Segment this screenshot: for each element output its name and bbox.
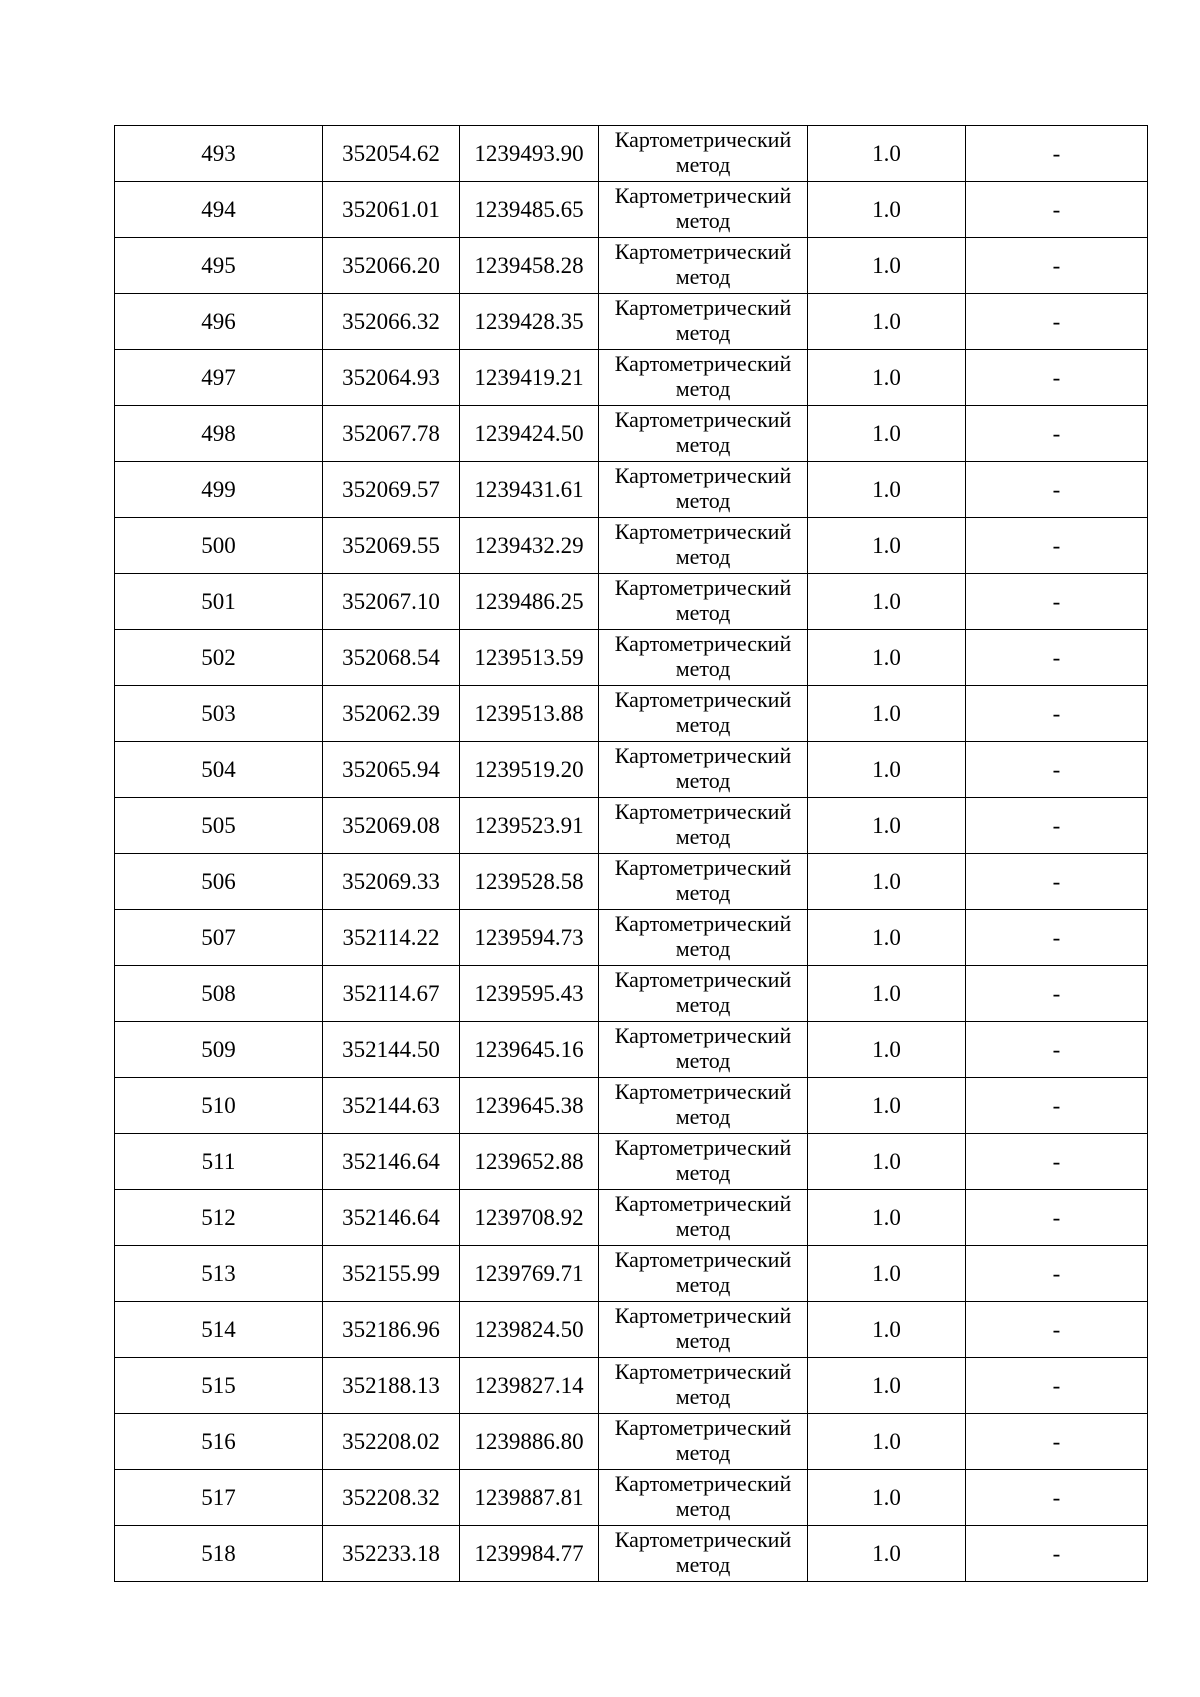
note-cell: - bbox=[966, 406, 1148, 462]
table-row bbox=[115, 350, 1148, 406]
x-coordinate-cell: 352155.99 bbox=[323, 1246, 460, 1302]
method-line-1: Картометрический bbox=[614, 1359, 792, 1384]
method-line-2: метод bbox=[675, 1328, 731, 1353]
note-cell: - bbox=[966, 126, 1148, 182]
coordinates-table-container bbox=[114, 125, 1147, 1582]
method-cell bbox=[599, 910, 808, 966]
y-coordinate-cell: 1239645.16 bbox=[460, 1022, 599, 1078]
y-coordinate-cell: 1239519.20 bbox=[460, 742, 599, 798]
method-cell bbox=[599, 518, 808, 574]
method-line-1: Картометрический bbox=[614, 1303, 792, 1328]
precision-cell: 1.0 bbox=[808, 238, 966, 294]
method-line-2: метод bbox=[675, 1272, 731, 1297]
y-coordinate-cell: 1239595.43 bbox=[460, 966, 599, 1022]
table-body bbox=[115, 126, 1148, 1582]
y-coordinate-cell: 1239428.35 bbox=[460, 294, 599, 350]
x-coordinate-cell: 352114.22 bbox=[323, 910, 460, 966]
note-cell: - bbox=[966, 742, 1148, 798]
point-number-cell: 513 bbox=[115, 1246, 323, 1302]
method-cell bbox=[599, 1302, 808, 1358]
method-line-1: Картометрический bbox=[614, 407, 792, 432]
note-cell: - bbox=[966, 1358, 1148, 1414]
method-line-1: Картометрический bbox=[614, 1023, 792, 1048]
note-cell: - bbox=[966, 294, 1148, 350]
point-number-cell: 493 bbox=[115, 126, 323, 182]
y-coordinate-cell: 1239594.73 bbox=[460, 910, 599, 966]
method-line-1: Картометрический bbox=[614, 127, 792, 152]
y-coordinate-cell: 1239769.71 bbox=[460, 1246, 599, 1302]
note-cell: - bbox=[966, 350, 1148, 406]
table-row bbox=[115, 126, 1148, 182]
method-line-2: метод bbox=[675, 824, 731, 849]
note-cell: - bbox=[966, 182, 1148, 238]
method-line-1: Картометрический bbox=[614, 1135, 792, 1160]
note-cell: - bbox=[966, 1302, 1148, 1358]
table-row bbox=[115, 854, 1148, 910]
precision-cell: 1.0 bbox=[808, 742, 966, 798]
precision-cell: 1.0 bbox=[808, 406, 966, 462]
method-line-2: метод bbox=[675, 376, 731, 401]
method-line-2: метод bbox=[675, 152, 731, 177]
table-row bbox=[115, 798, 1148, 854]
note-cell: - bbox=[966, 238, 1148, 294]
point-number-cell: 498 bbox=[115, 406, 323, 462]
y-coordinate-cell: 1239645.38 bbox=[460, 1078, 599, 1134]
point-number-cell: 509 bbox=[115, 1022, 323, 1078]
note-cell: - bbox=[966, 798, 1148, 854]
method-line-1: Картометрический bbox=[614, 687, 792, 712]
precision-cell: 1.0 bbox=[808, 798, 966, 854]
x-coordinate-cell: 352186.96 bbox=[323, 1302, 460, 1358]
point-number-cell: 510 bbox=[115, 1078, 323, 1134]
precision-cell: 1.0 bbox=[808, 462, 966, 518]
precision-cell: 1.0 bbox=[808, 350, 966, 406]
y-coordinate-cell: 1239523.91 bbox=[460, 798, 599, 854]
method-line-2: метод bbox=[675, 712, 731, 737]
precision-cell: 1.0 bbox=[808, 294, 966, 350]
table-row bbox=[115, 1134, 1148, 1190]
point-number-cell: 506 bbox=[115, 854, 323, 910]
table-row bbox=[115, 1302, 1148, 1358]
table-row bbox=[115, 406, 1148, 462]
table-row bbox=[115, 462, 1148, 518]
precision-cell: 1.0 bbox=[808, 1246, 966, 1302]
point-number-cell: 504 bbox=[115, 742, 323, 798]
method-line-1: Картометрический bbox=[614, 743, 792, 768]
method-line-1: Картометрический bbox=[614, 967, 792, 992]
point-number-cell: 499 bbox=[115, 462, 323, 518]
method-line-1: Картометрический bbox=[614, 1079, 792, 1104]
method-line-2: метод bbox=[675, 1048, 731, 1073]
table-row bbox=[115, 1246, 1148, 1302]
method-cell bbox=[599, 966, 808, 1022]
precision-cell: 1.0 bbox=[808, 1470, 966, 1526]
table-row bbox=[115, 686, 1148, 742]
table-row bbox=[115, 1078, 1148, 1134]
method-cell bbox=[599, 1414, 808, 1470]
y-coordinate-cell: 1239827.14 bbox=[460, 1358, 599, 1414]
point-number-cell: 511 bbox=[115, 1134, 323, 1190]
method-line-2: метод bbox=[675, 1496, 731, 1521]
method-cell bbox=[599, 686, 808, 742]
point-number-cell: 503 bbox=[115, 686, 323, 742]
method-line-1: Картометрический bbox=[614, 519, 792, 544]
method-line-2: метод bbox=[675, 768, 731, 793]
method-cell bbox=[599, 462, 808, 518]
precision-cell: 1.0 bbox=[808, 1078, 966, 1134]
point-number-cell: 500 bbox=[115, 518, 323, 574]
method-line-2: метод bbox=[675, 936, 731, 961]
x-coordinate-cell: 352146.64 bbox=[323, 1134, 460, 1190]
method-line-2: метод bbox=[675, 1384, 731, 1409]
note-cell: - bbox=[966, 1134, 1148, 1190]
x-coordinate-cell: 352114.67 bbox=[323, 966, 460, 1022]
x-coordinate-cell: 352208.02 bbox=[323, 1414, 460, 1470]
method-cell bbox=[599, 1246, 808, 1302]
y-coordinate-cell: 1239528.58 bbox=[460, 854, 599, 910]
method-line-1: Картометрический bbox=[614, 575, 792, 600]
table-row bbox=[115, 1358, 1148, 1414]
method-cell bbox=[599, 1134, 808, 1190]
point-number-cell: 508 bbox=[115, 966, 323, 1022]
x-coordinate-cell: 352066.20 bbox=[323, 238, 460, 294]
y-coordinate-cell: 1239708.92 bbox=[460, 1190, 599, 1246]
method-cell bbox=[599, 854, 808, 910]
x-coordinate-cell: 352067.10 bbox=[323, 574, 460, 630]
x-coordinate-cell: 352066.32 bbox=[323, 294, 460, 350]
table-row bbox=[115, 630, 1148, 686]
precision-cell: 1.0 bbox=[808, 1302, 966, 1358]
precision-cell: 1.0 bbox=[808, 910, 966, 966]
method-cell bbox=[599, 742, 808, 798]
y-coordinate-cell: 1239824.50 bbox=[460, 1302, 599, 1358]
x-coordinate-cell: 352064.93 bbox=[323, 350, 460, 406]
y-coordinate-cell: 1239887.81 bbox=[460, 1470, 599, 1526]
table-row bbox=[115, 1526, 1148, 1582]
method-line-1: Картометрический bbox=[614, 799, 792, 824]
y-coordinate-cell: 1239432.29 bbox=[460, 518, 599, 574]
method-line-1: Картометрический bbox=[614, 183, 792, 208]
precision-cell: 1.0 bbox=[808, 630, 966, 686]
method-line-2: метод bbox=[675, 600, 731, 625]
point-number-cell: 517 bbox=[115, 1470, 323, 1526]
x-coordinate-cell: 352146.64 bbox=[323, 1190, 460, 1246]
method-cell bbox=[599, 182, 808, 238]
y-coordinate-cell: 1239984.77 bbox=[460, 1526, 599, 1582]
x-coordinate-cell: 352065.94 bbox=[323, 742, 460, 798]
note-cell: - bbox=[966, 910, 1148, 966]
method-line-2: метод bbox=[675, 1104, 731, 1129]
precision-cell: 1.0 bbox=[808, 1134, 966, 1190]
method-cell bbox=[599, 238, 808, 294]
point-number-cell: 515 bbox=[115, 1358, 323, 1414]
method-cell bbox=[599, 350, 808, 406]
method-line-1: Картометрический bbox=[614, 295, 792, 320]
precision-cell: 1.0 bbox=[808, 854, 966, 910]
precision-cell: 1.0 bbox=[808, 518, 966, 574]
precision-cell: 1.0 bbox=[808, 1526, 966, 1582]
method-line-2: метод bbox=[675, 1440, 731, 1465]
x-coordinate-cell: 352069.55 bbox=[323, 518, 460, 574]
method-line-1: Картометрический bbox=[614, 1471, 792, 1496]
x-coordinate-cell: 352069.08 bbox=[323, 798, 460, 854]
point-number-cell: 502 bbox=[115, 630, 323, 686]
precision-cell: 1.0 bbox=[808, 1358, 966, 1414]
point-number-cell: 505 bbox=[115, 798, 323, 854]
method-line-1: Картометрический bbox=[614, 463, 792, 488]
point-number-cell: 496 bbox=[115, 294, 323, 350]
precision-cell: 1.0 bbox=[808, 1190, 966, 1246]
method-cell bbox=[599, 126, 808, 182]
y-coordinate-cell: 1239424.50 bbox=[460, 406, 599, 462]
y-coordinate-cell: 1239486.25 bbox=[460, 574, 599, 630]
x-coordinate-cell: 352061.01 bbox=[323, 182, 460, 238]
table-row bbox=[115, 910, 1148, 966]
point-number-cell: 497 bbox=[115, 350, 323, 406]
point-number-cell: 512 bbox=[115, 1190, 323, 1246]
method-line-1: Картометрический bbox=[614, 1415, 792, 1440]
precision-cell: 1.0 bbox=[808, 574, 966, 630]
note-cell: - bbox=[966, 1246, 1148, 1302]
method-line-1: Картометрический bbox=[614, 1247, 792, 1272]
y-coordinate-cell: 1239485.65 bbox=[460, 182, 599, 238]
note-cell: - bbox=[966, 854, 1148, 910]
method-cell bbox=[599, 1078, 808, 1134]
note-cell: - bbox=[966, 1526, 1148, 1582]
method-cell bbox=[599, 1190, 808, 1246]
method-cell bbox=[599, 574, 808, 630]
precision-cell: 1.0 bbox=[808, 1022, 966, 1078]
x-coordinate-cell: 352144.50 bbox=[323, 1022, 460, 1078]
note-cell: - bbox=[966, 1022, 1148, 1078]
table-row bbox=[115, 742, 1148, 798]
x-coordinate-cell: 352188.13 bbox=[323, 1358, 460, 1414]
y-coordinate-cell: 1239886.80 bbox=[460, 1414, 599, 1470]
note-cell: - bbox=[966, 1078, 1148, 1134]
table-row bbox=[115, 518, 1148, 574]
table-row bbox=[115, 182, 1148, 238]
method-line-2: метод bbox=[675, 264, 731, 289]
y-coordinate-cell: 1239652.88 bbox=[460, 1134, 599, 1190]
method-line-2: метод bbox=[675, 1160, 731, 1185]
method-line-1: Картометрический bbox=[614, 239, 792, 264]
method-line-2: метод bbox=[675, 656, 731, 681]
method-line-2: метод bbox=[675, 544, 731, 569]
method-cell bbox=[599, 1526, 808, 1582]
method-cell bbox=[599, 1470, 808, 1526]
note-cell: - bbox=[966, 518, 1148, 574]
y-coordinate-cell: 1239493.90 bbox=[460, 126, 599, 182]
table-row bbox=[115, 574, 1148, 630]
x-coordinate-cell: 352069.57 bbox=[323, 462, 460, 518]
y-coordinate-cell: 1239431.61 bbox=[460, 462, 599, 518]
point-number-cell: 518 bbox=[115, 1526, 323, 1582]
y-coordinate-cell: 1239419.21 bbox=[460, 350, 599, 406]
x-coordinate-cell: 352233.18 bbox=[323, 1526, 460, 1582]
method-line-2: метод bbox=[675, 1216, 731, 1241]
x-coordinate-cell: 352054.62 bbox=[323, 126, 460, 182]
method-line-1: Картометрический bbox=[614, 1527, 792, 1552]
y-coordinate-cell: 1239513.59 bbox=[460, 630, 599, 686]
method-line-2: метод bbox=[675, 208, 731, 233]
note-cell: - bbox=[966, 574, 1148, 630]
method-line-2: метод bbox=[675, 320, 731, 345]
note-cell: - bbox=[966, 1190, 1148, 1246]
method-line-2: метод bbox=[675, 488, 731, 513]
y-coordinate-cell: 1239458.28 bbox=[460, 238, 599, 294]
method-line-1: Картометрический bbox=[614, 1191, 792, 1216]
x-coordinate-cell: 352069.33 bbox=[323, 854, 460, 910]
table-row bbox=[115, 238, 1148, 294]
table-row bbox=[115, 966, 1148, 1022]
precision-cell: 1.0 bbox=[808, 1414, 966, 1470]
method-line-2: метод bbox=[675, 1552, 731, 1577]
precision-cell: 1.0 bbox=[808, 182, 966, 238]
method-cell bbox=[599, 630, 808, 686]
table-row bbox=[115, 1414, 1148, 1470]
point-number-cell: 495 bbox=[115, 238, 323, 294]
method-cell bbox=[599, 1022, 808, 1078]
x-coordinate-cell: 352067.78 bbox=[323, 406, 460, 462]
point-number-cell: 494 bbox=[115, 182, 323, 238]
x-coordinate-cell: 352062.39 bbox=[323, 686, 460, 742]
method-line-1: Картометрический bbox=[614, 351, 792, 376]
method-line-1: Картометрический bbox=[614, 855, 792, 880]
coordinates-table bbox=[114, 125, 1148, 1582]
table-row bbox=[115, 294, 1148, 350]
method-cell bbox=[599, 406, 808, 462]
precision-cell: 1.0 bbox=[808, 966, 966, 1022]
table-row bbox=[115, 1190, 1148, 1246]
precision-cell: 1.0 bbox=[808, 126, 966, 182]
x-coordinate-cell: 352068.54 bbox=[323, 630, 460, 686]
note-cell: - bbox=[966, 1414, 1148, 1470]
x-coordinate-cell: 352144.63 bbox=[323, 1078, 460, 1134]
method-line-2: метод bbox=[675, 880, 731, 905]
method-line-1: Картометрический bbox=[614, 911, 792, 936]
note-cell: - bbox=[966, 966, 1148, 1022]
table-row bbox=[115, 1022, 1148, 1078]
note-cell: - bbox=[966, 462, 1148, 518]
method-cell bbox=[599, 294, 808, 350]
table-row bbox=[115, 1470, 1148, 1526]
method-cell bbox=[599, 798, 808, 854]
y-coordinate-cell: 1239513.88 bbox=[460, 686, 599, 742]
note-cell: - bbox=[966, 630, 1148, 686]
precision-cell: 1.0 bbox=[808, 686, 966, 742]
point-number-cell: 501 bbox=[115, 574, 323, 630]
point-number-cell: 507 bbox=[115, 910, 323, 966]
method-cell bbox=[599, 1358, 808, 1414]
x-coordinate-cell: 352208.32 bbox=[323, 1470, 460, 1526]
method-line-2: метод bbox=[675, 992, 731, 1017]
method-line-1: Картометрический bbox=[614, 631, 792, 656]
note-cell: - bbox=[966, 686, 1148, 742]
method-line-2: метод bbox=[675, 432, 731, 457]
point-number-cell: 516 bbox=[115, 1414, 323, 1470]
point-number-cell: 514 bbox=[115, 1302, 323, 1358]
note-cell: - bbox=[966, 1470, 1148, 1526]
